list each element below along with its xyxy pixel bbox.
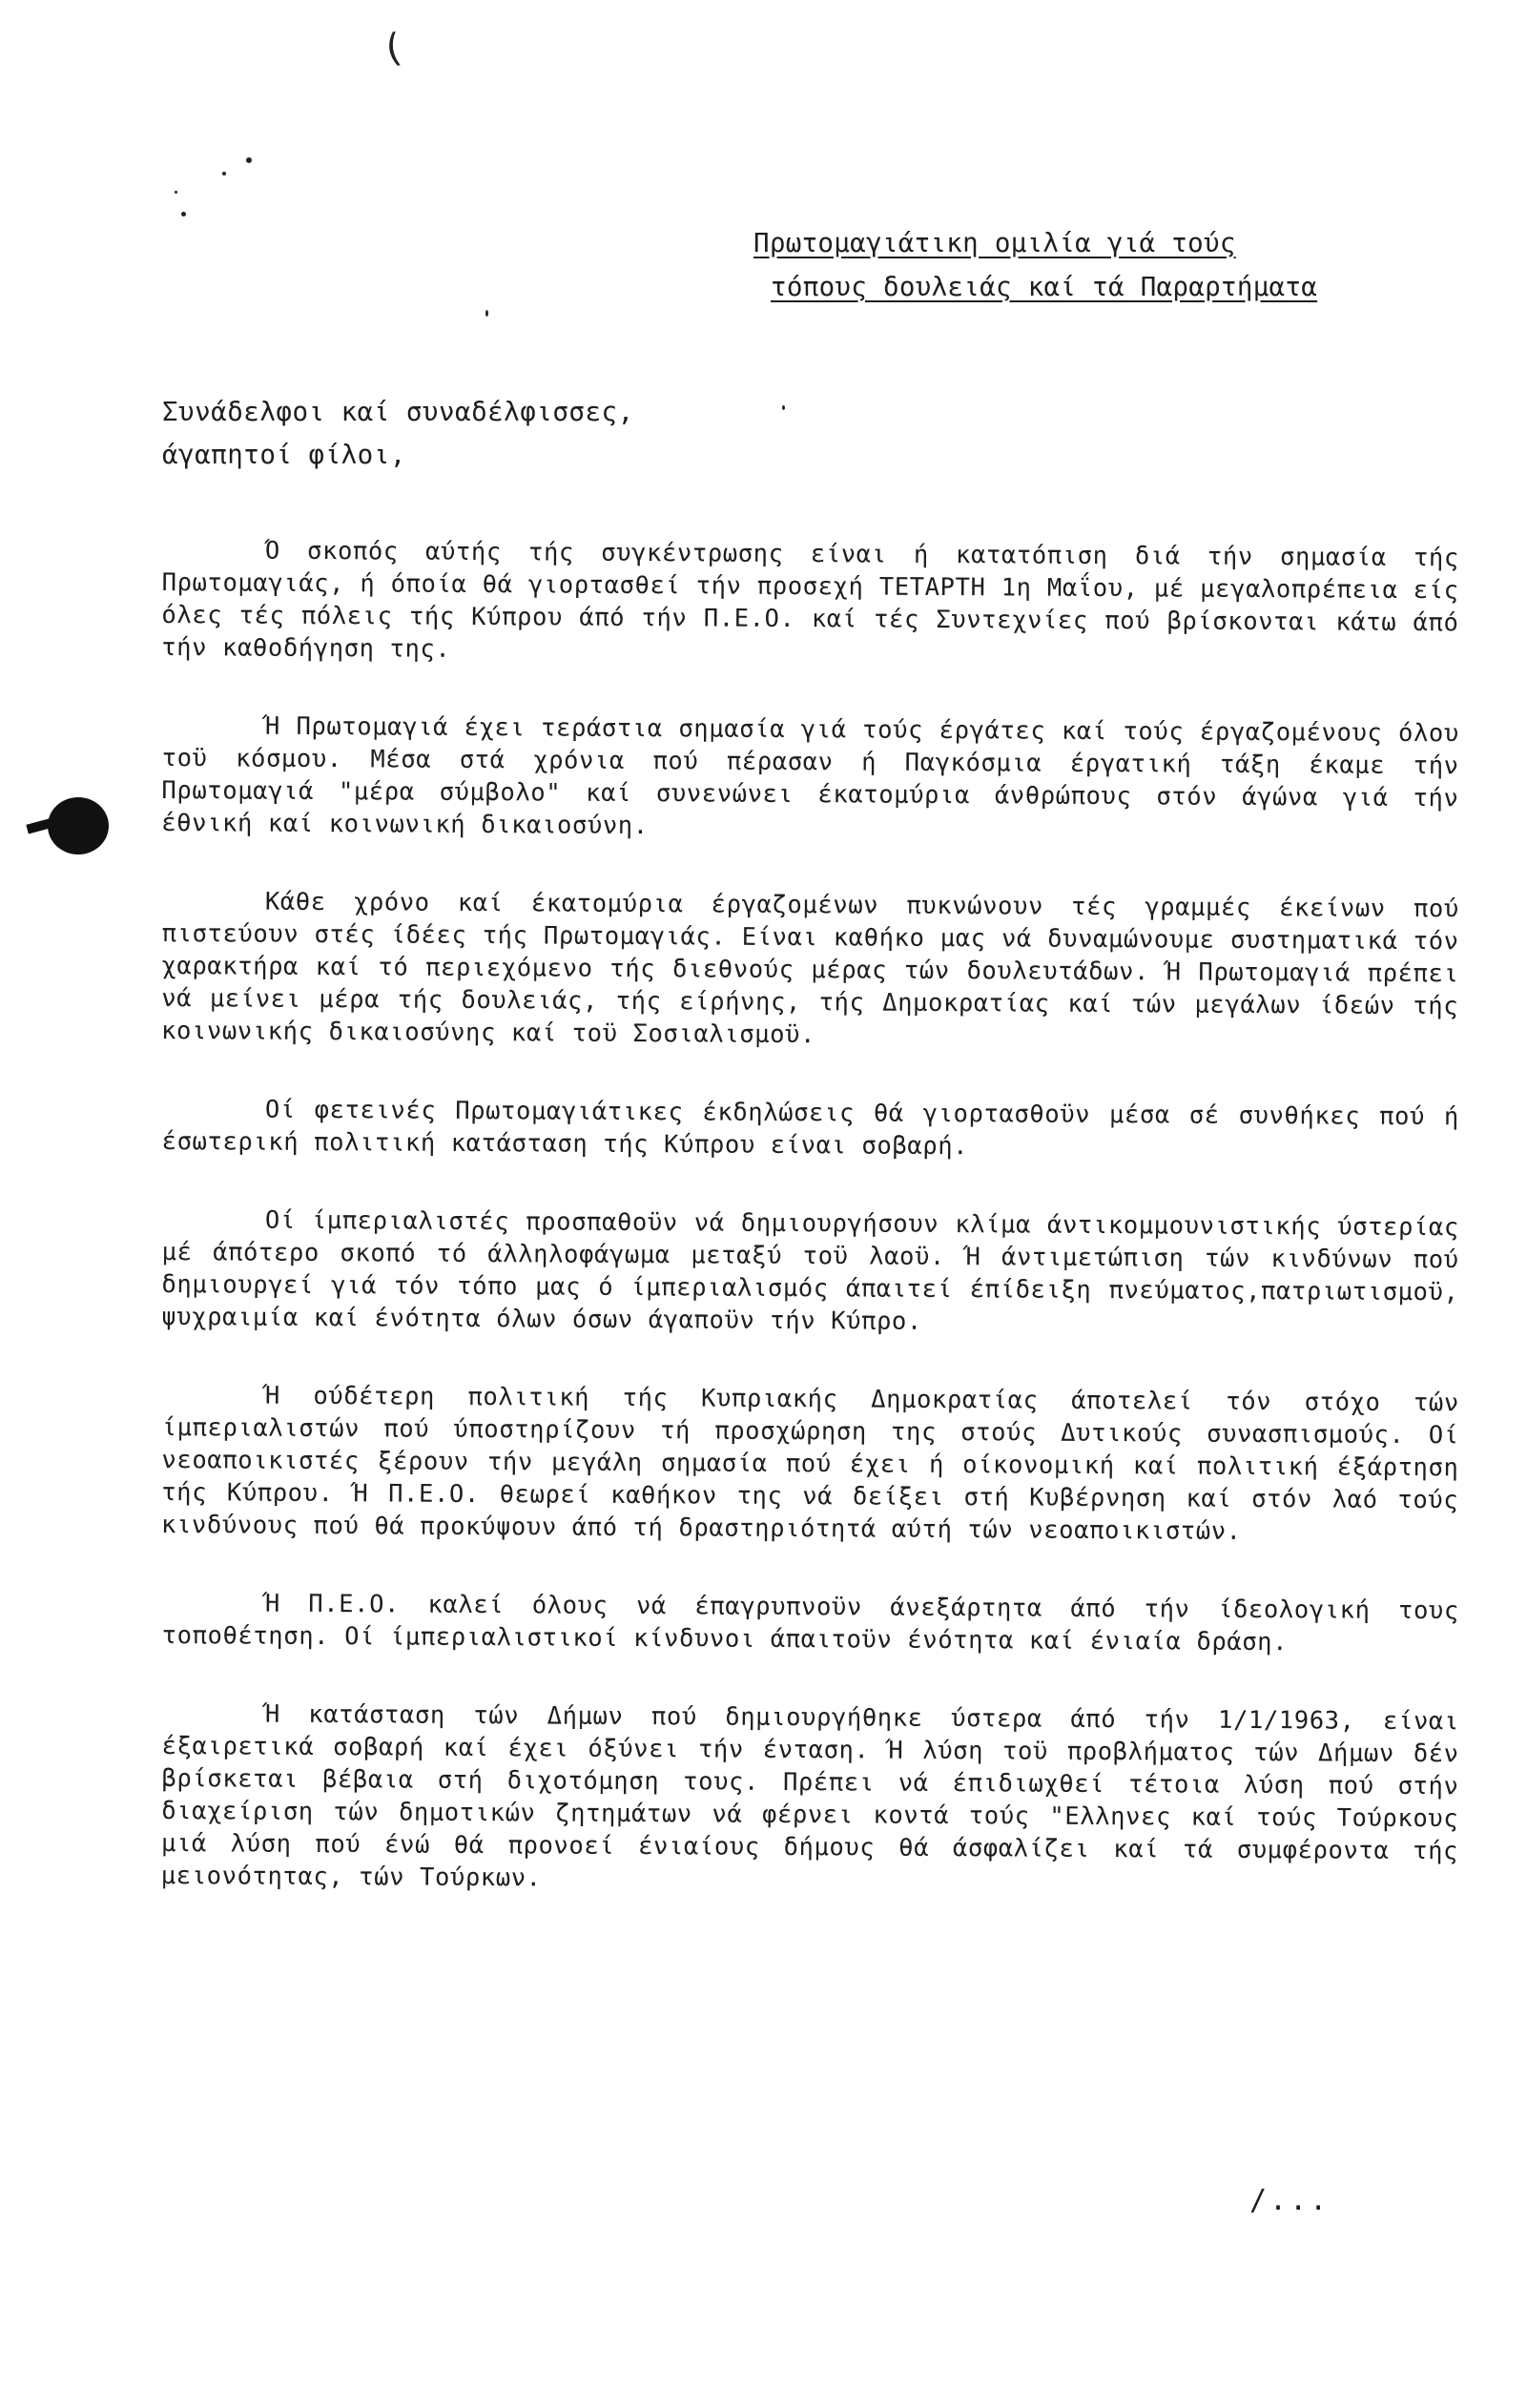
- title-line-2: τόπους δουλειάς καί τά Παραρτήματα: [771, 272, 1318, 302]
- paragraph: Ό σκοπός αύτής τής συγκέντρωσης είναι ή κατατόπιση διά τήν σημασία τής Πρωτομαγιάς, ή όποία θά γιορτασθεί τήν προσεχή ΤΕΤΑΡΤΗ 1η Μαΐου, μέ μεγαλοπρέπεια είς όλες τές πόλεις τής Κύπρου άπό τήν Π.Ε.Ο. καί τές Συντεχνίες πού βρίσκονται κάτω άπό τήν καθοδήγηση της.: [161, 536, 1459, 664]
- continuation-mark: /...: [1249, 2184, 1331, 2217]
- speech-body: [162, 534, 1459, 1938]
- ink-dot: [222, 172, 226, 175]
- salutation-line-1: Συνάδελφοι καί συναδέλφισσες,: [162, 397, 634, 427]
- paragraph: Ή ούδέτερη πολιτική τής Κυπριακής Δημοκρατίας άποτελεί τόν στόχο τών ίμπεριαλιστών πού ύποστηρίζουν τή προσχώρηση της στούς Δυτικούς συνασπισμούς. Οί νεοαποικιστές ξέρουν τήν μεγάλη σημασία πού έχει ή οίκονομική καί πολιτική έξάρτηση τής Κύπρου. Ή Π.Ε.Ο. θεωρεί καθήκον της νά δείξει στή Κυβέρνηση καί στόν λαό τούς κινδύνους πού θά προκύψουν άπό τή δραστηριότητά αύτή τών νεοαποικιστών.: [160, 1381, 1459, 1546]
- salutation: [162, 391, 634, 477]
- paragraph: Οί ίμπεριαλιστές προσπαθοϋν νά δημιουργήσουν κλίμα άντικομμουνιστικής ύστερίας μέ άπότερο σκοπό τό άλληλοφάγωμα μεταξύ τοϋ λαοϋ. Ή άντιμετώπιση τών κινδύνων πού δημιουργεί γιά τόν τόπο μας ό ίμπεριαλισμός άπαιτεί έπίδειξη πνεύματος,πατριωτισμοϋ, ψυχραιμία καί ένότητα όλων όσων άγαποϋν τήν Κύπρο.: [161, 1205, 1459, 1336]
- paragraph: Οί φετεινές Πρωτομαγιάτικες έκδηλώσεις θά γιορτασθοϋν μέσα σέ συνθήκες πού ή έσωτερική πολιτική κατάσταση τής Κύπρου είναι σοβαρή.: [161, 1095, 1459, 1162]
- ink-dot: [485, 310, 488, 317]
- paragraph: Ή Π.Ε.Ο. καλεί όλους νά έπαγρυπνοϋν άνεξάρτητα άπό τήν ίδεολογική τους τοποθέτηση. Οί ίμπεριαλιστικοί κίνδυνοι άπαιτοϋν ένότητα καί ένιαία δράση.: [161, 1589, 1459, 1657]
- ink-dot: [181, 212, 186, 216]
- salutation-line-2: άγαπητοί φίλοι,: [162, 440, 406, 470]
- paragraph: Ή κατάσταση τών Δήμων πού δημιουργήθηκε ύστερα άπό τήν 1/1/1963, είναι έξαιρετικά σοβαρή καί έχει όξύνει τήν ένταση. Ή λύση τοϋ προβλήματος τών Δήμων δέν βρίσκεται βέβαια στή διχοτόμηση τους. Πρέπει νά έπιδιωχθεί τέτοια λύση πού στήν διαχείριση τών δημοτικών ζητημάτων νά φέρνει κοντά τούς "Ελληνες καί τούς Τούρκους μιά λύση πού ένώ θά προνοεί ένιαίους δήμους θά άσφαλίζει καί τά συμφέροντα τής μειονότητας, τών Τούρκων.: [160, 1699, 1459, 1893]
- ink-dot: [175, 191, 177, 194]
- ink-dot: [782, 405, 785, 410]
- document-title: [753, 221, 1478, 309]
- title-line-1: Πρωτομαγιάτικη ομιλία γιά τούς: [753, 228, 1236, 258]
- ink-dot: [246, 157, 252, 163]
- paragraph: Ή Πρωτομαγιά έχει τεράστια σημασία γιά τούς έργάτες καί τούς έργαζομένους όλου τοϋ κόσμου. Μέσα στά χρόνια πού πέρασαν ή Παγκόσμια έργατική τάξη έκαμε τήν Πρωτομαγιά "μέρα σύμβολο" καί συνενώνει έκατομύρια άνθρώπους στόν άγώνα γιά τήν έθνική καί κοινωνική δικαιοσύνη.: [161, 711, 1459, 841]
- paragraph: Κάθε χρόνο καί έκατομύρια έργαζομένων πυκνώνουν τές γραμμές έκείνων πού πιστεύουν στές ίδέες τής Πρωτομαγιάς. Είναι καθήκο μας νά δυναμώνουμε συστηματικά τόν χαρακτήρα καί τό περιεχόμενο τής διεθνούς μέρας τών δουλευτάδων. Ή Πρωτομαγιά πρέπει νά μείνει μέρα τής δουλειάς, τής είρήνης, τής Δημοκρατίας καί τών μεγάλων ίδεών τής κοινωνικής δικαιοσύνης καί τοϋ Σοσιαλισμοϋ.: [160, 887, 1459, 1050]
- pen-mark: (: [378, 25, 408, 72]
